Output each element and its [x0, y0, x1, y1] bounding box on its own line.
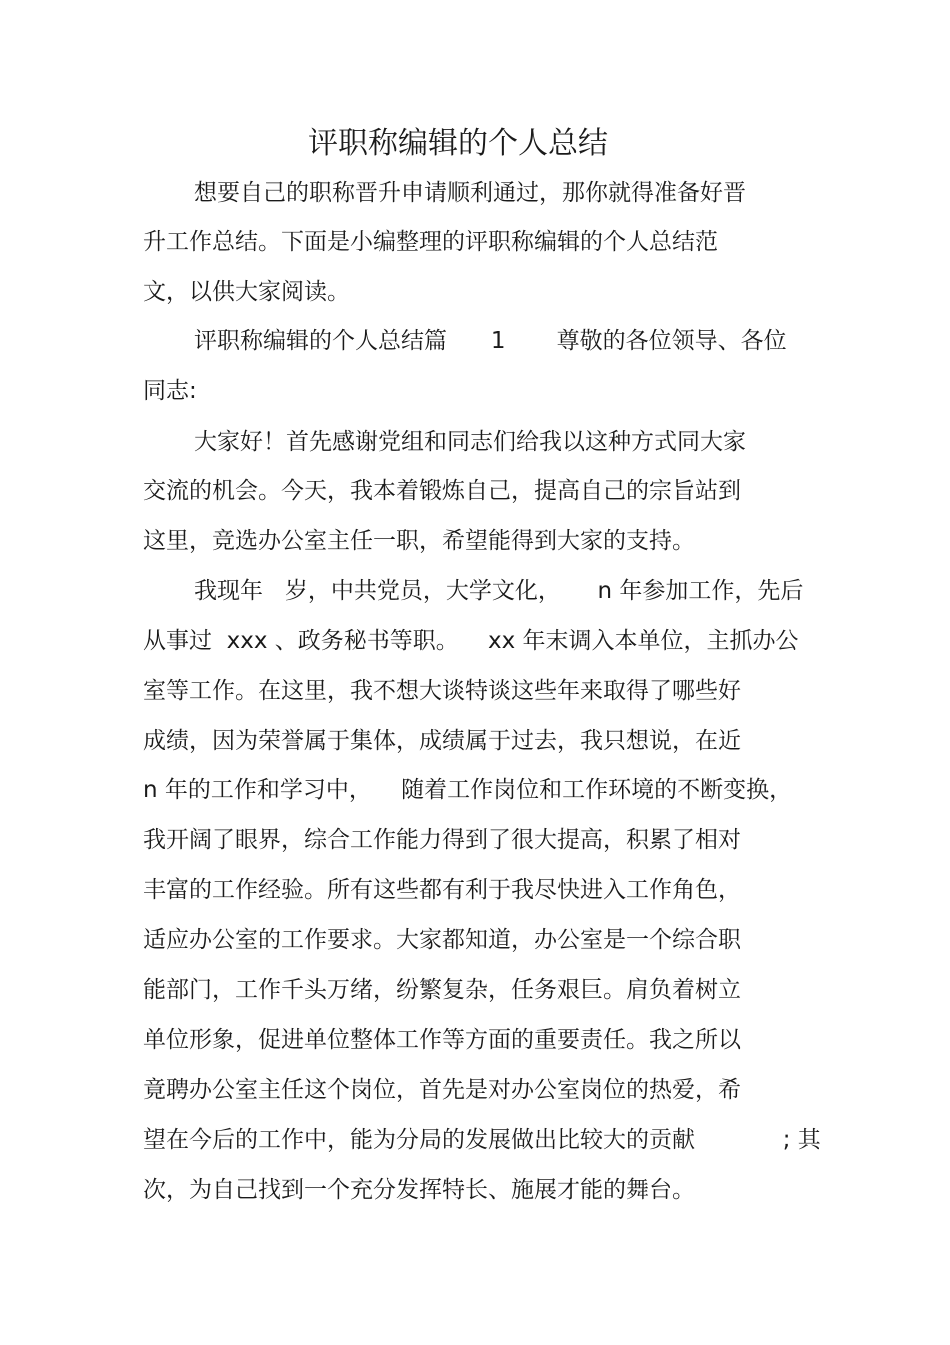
paragraph-line: 望在今后的工作中，能为分局的发展做出比较大的贡献 ; 其	[143, 1127, 821, 1153]
paragraph-line: 丰富的工作经验。所有这些都有利于我尽快进入工作角色，	[143, 877, 741, 903]
paragraph-line: 大家好！首先感谢党组和同志们给我以这种方式同大家	[194, 429, 746, 455]
paragraph-line: 成绩，因为荣誉属于集体，成绩属于过去，我只想说，在近	[143, 728, 741, 754]
paragraph-line: 单位形象，促进单位整体工作等方面的重要责任。我之所以	[143, 1027, 741, 1053]
paragraph-line: 升工作总结。下面是小编整理的评职称编辑的个人总结范	[143, 229, 718, 255]
paragraph-line: 交流的机会。今天，我本着锻炼自己，提高自己的宗旨站到	[143, 478, 741, 504]
paragraph-line: 室等工作。在这里，我不想大谈特谈这些年来取得了哪些好	[143, 678, 741, 704]
paragraph-line: 文，以供大家阅读。	[143, 279, 350, 305]
paragraph-line: 次，为自己找到一个充分发挥特长、施展才能的舞台。	[143, 1177, 695, 1203]
paragraph-line: 竟聘办公室主任这个岗位，首先是对办公室岗位的热爱，希	[143, 1077, 741, 1103]
paragraph-line: 适应办公室的工作要求。大家都知道，办公室是一个综合职	[143, 927, 741, 953]
section-heading-line: 评职称编辑的个人总结篇 1 尊敬的各位领导、各位	[194, 328, 787, 354]
paragraph-line: 我现年 岁，中共党员，大学文化， n 年参加工作，先后	[194, 578, 804, 604]
paragraph-line: 我开阔了眼界，综合工作能力得到了很大提高，积累了相对	[143, 827, 741, 853]
paragraph-line: 这里，竞选办公室主任一职，希望能得到大家的支持。	[143, 528, 695, 554]
paragraph-line: 同志:	[143, 378, 197, 404]
document-title: 评职称编辑的个人总结	[308, 126, 608, 161]
paragraph-line: n 年的工作和学习中， 随着工作岗位和工作环境的不断变换，	[143, 777, 793, 803]
paragraph-line: 想要自己的职称晋升申请顺利通过，那你就得准备好晋	[194, 180, 746, 206]
paragraph-line: 能部门，工作千头万绪，纷繁复杂，任务艰巨。肩负着树立	[143, 977, 741, 1003]
paragraph-line: 从事过 xxx 、政务秘书等职。 xx 年末调入本单位，主抓办公	[143, 628, 799, 654]
